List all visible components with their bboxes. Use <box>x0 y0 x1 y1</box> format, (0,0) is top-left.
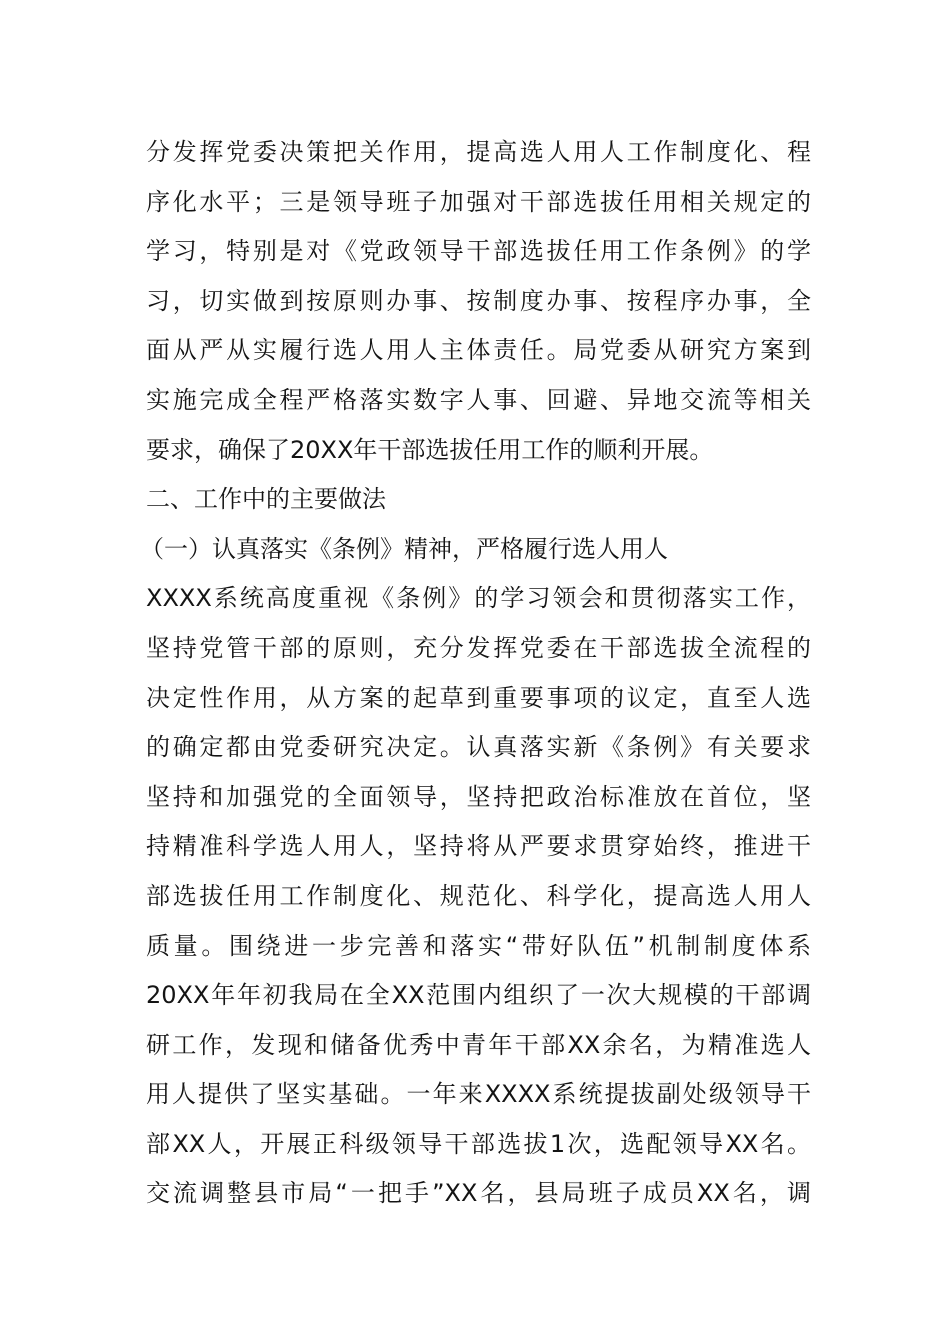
text-line: 决定性作用，从方案的起草到重要事项的议定，直至人选 <box>146 683 811 712</box>
text-line: 学习，特别是对《党政领导干部选拔任用工作条例》的学 <box>146 237 811 266</box>
text-line: 交流调整县市局“一把手”XX名，县局班子成员XX名，调 <box>146 1179 811 1208</box>
text-line: 习，切实做到按原则办事、按制度办事、按程序办事，全 <box>146 286 811 315</box>
text-line: 实施完成全程严格落实数字人事、回避、异地交流等相关 <box>146 385 811 414</box>
text-line: 20XX年年初我局在全XX范围内组织了一次大规模的干部调 <box>146 981 811 1010</box>
document-body <box>140 128 811 1219</box>
text-line: 持精准科学选人用人，坚持将从严要求贯穿始终，推进干 <box>146 832 811 861</box>
text-line: 研工作，发现和储备优秀中青年干部XX余名，为精准选人 <box>146 1030 811 1059</box>
text-line: 坚持和加强党的全面领导，坚持把政治标准放在首位，坚 <box>146 782 811 811</box>
text-line: 面从严从实履行选人用人主体责任。局党委从研究方案到 <box>146 336 811 365</box>
text-line: 用人提供了坚实基础。一年来XXXX系统提拔副处级领导干 <box>146 1080 811 1109</box>
section-heading: 二、工作中的主要做法 <box>146 485 386 514</box>
text-line: 要求，确保了20XX年干部选拔任用工作的顺利开展。 <box>146 435 714 464</box>
text-line: 坚持党管干部的原则，充分发挥党委在干部选拔全流程的 <box>146 633 811 662</box>
text-line: 的确定都由党委研究决定。认真落实新《条例》有关要求 <box>146 733 811 762</box>
text-line: 部选拔任用工作制度化、规范化、科学化，提高选人用人 <box>146 881 811 910</box>
subsection-heading: （一）认真落实《条例》精神，严格履行选人用人 <box>140 534 668 563</box>
text-line: 部XX人，开展正科级领导干部选拔1次，选配领导XX名。 <box>146 1129 811 1158</box>
text-line: 分发挥党委决策把关作用，提高选人用人工作制度化、程 <box>146 138 811 166</box>
text-line: 质量。围绕进一步完善和落实“带好队伍”机制制度体系 <box>146 931 811 960</box>
text-line: 序化水平；三是领导班子加强对干部选拔任用相关规定的 <box>146 187 811 216</box>
text-line: XXXX系统高度重视《条例》的学习领会和贯彻落实工作， <box>146 584 811 613</box>
